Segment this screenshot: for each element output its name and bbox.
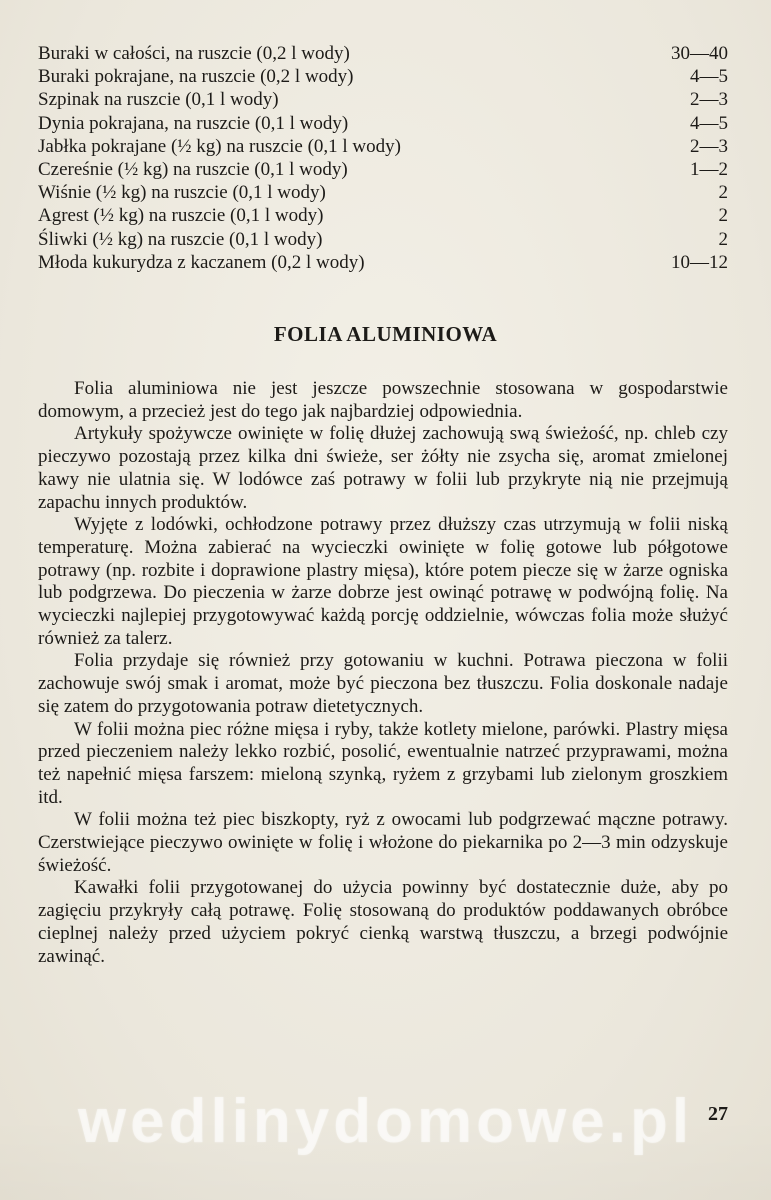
table-row-time: 4—5 — [690, 112, 728, 134]
paragraph: Folia przydaje się również przy gotowaniu w kuchni. Potrawa pieczona w folii zachowuje swój smak i aromat, może być pieczona bez tłuszczu. Folia doskonale nadaje się zatem do przygotowania potraw dietetycznych. — [38, 650, 728, 717]
paragraph: Wyjęte z lodówki, ochłodzone potrawy przez dłuższy czas utrzymują w folii niską temperaturę. Można zabierać na wycieczki owinięte w folię gotowe lub półgotowe potrawy (np. rozbite i doprawione plastry mięsa), które potem piecze się w żarze ogniska lub podgrzewa. Do pieczenia w żarze dobrze jest owinąć potrawę w podwójną folię. Na wycieczki najlepiej przygotowywać każdą porcję oddzielnie, wówczas folia może służyć również za talerz. — [38, 514, 728, 649]
paragraph: Folia aluminiowa nie jest jeszcze powszechnie stosowana w gospodarstwie domowym, a przecież jest do tego jak najbardziej odpowiednia. — [38, 378, 728, 422]
table-row-item: Młoda kukurydza z kaczanem (0,2 l wody) — [38, 251, 365, 273]
table-row-time: 30—40 — [671, 43, 728, 64]
section-body — [38, 378, 728, 968]
table-row-item: Jabłka pokrajane (½ kg) na ruszcie (0,1 l wody) — [38, 135, 401, 157]
page-number: 27 — [708, 1103, 728, 1125]
table-row — [38, 42, 728, 65]
table-row — [38, 228, 728, 251]
table-row-item: Agrest (½ kg) na ruszcie (0,1 l wody) — [38, 205, 324, 227]
table-row — [38, 65, 728, 88]
table-row-time: 2 — [718, 182, 728, 204]
table-row-time: 2—3 — [690, 89, 728, 111]
section-title: FOLIA ALUMINIOWA — [273, 322, 498, 346]
table-row — [38, 112, 728, 135]
table-row — [38, 181, 728, 204]
paragraph: Artykuły spożywcze owinięte w folię dłużej zachowują swą świeżość, np. chleb czy pieczywo pozostają przez kilka dni świeże, ser żółty nie zsycha się, aromat zmielonej kawy nie ulatnia się. W lodówce zaś potrawy w folii lub przykryte nią nie przejmują zapachu innych produktów. — [38, 423, 728, 513]
table-row-item: Czereśnie (½ kg) na ruszcie (0,1 l wody) — [38, 158, 348, 180]
table-row-time: 2 — [718, 228, 728, 250]
table-row — [38, 251, 728, 274]
table-row-time: 2 — [718, 205, 728, 227]
table-row-item: Wiśnie (½ kg) na ruszcie (0,1 l wody) — [38, 182, 326, 204]
table-row — [38, 135, 728, 158]
table-row — [38, 158, 728, 181]
table-row-item: Buraki w całości, na ruszcie (0,2 l wody) — [38, 43, 350, 64]
paragraph: W folii można też piec biszkopty, ryż z owocami lub podgrzewać mączne potrawy. Czerstwiejące pieczywo owinięte w folię i włożone do piekarnika po 2—3 min odzyskuje świeżość. — [38, 809, 728, 876]
table-row — [38, 88, 728, 111]
table-row-item: Buraki pokrajane, na ruszcie (0,2 l wody) — [38, 66, 354, 88]
watermark: wedlinydomowe.pl — [77, 1087, 694, 1156]
table-row-time: 1—2 — [690, 158, 728, 180]
table-row — [38, 204, 728, 227]
table-row-item: Śliwki (½ kg) na ruszcie (0,1 l wody) — [38, 228, 323, 250]
table-row-item: Szpinak na ruszcie (0,1 l wody) — [38, 89, 279, 111]
cooking-times-table — [38, 42, 728, 274]
table-row-item: Dynia pokrajana, na ruszcie (0,1 l wody) — [38, 112, 349, 134]
paragraph: W folii można piec różne mięsa i ryby, także kotlety mielone, parówki. Plastry mięsa przed pieczeniem należy lekko rozbić, posolić, ewentualnie natrzeć przyprawami, można też napełnić mięsa farszem: mieloną szynką, ryżem z grzybami lub zielonym groszkiem itd. — [38, 718, 728, 808]
paragraph: Kawałki folii przygotowanej do użycia powinny być dostatecznie duże, aby po zagięciu przykryły całą potrawę. Folię stosowaną do produktów poddawanych obróbce cieplnej należy przed użyciem pokryć cienką warstwą tłuszczu, a brzegi podwójnie zawinąć. — [38, 877, 728, 967]
table-row-time: 2—3 — [690, 135, 728, 157]
table-row-time: 10—12 — [671, 251, 728, 273]
table-row-time: 4—5 — [690, 66, 728, 88]
